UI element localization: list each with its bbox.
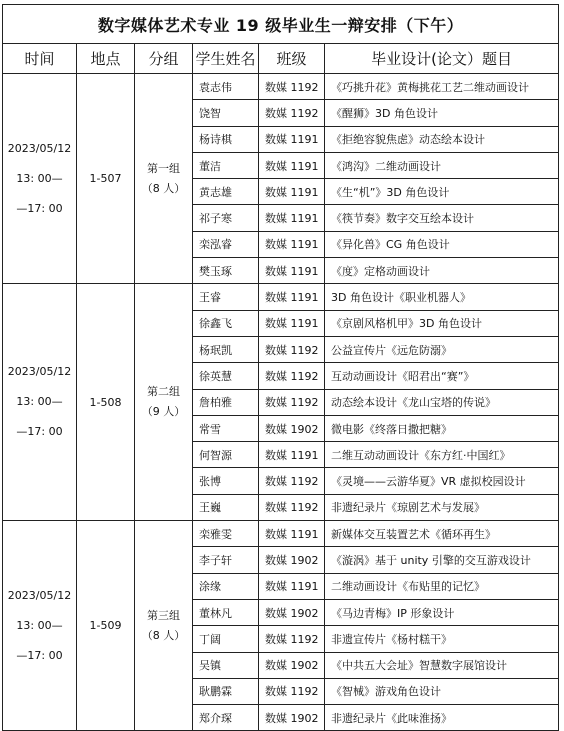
group-count: （8 人） — [141, 181, 186, 195]
place-cell: 1-509 — [77, 521, 135, 731]
table-row — [3, 74, 559, 100]
group-cell — [135, 284, 193, 521]
class-cell: 数媒 1902 — [259, 705, 325, 731]
header-time: 时间 — [3, 44, 77, 74]
time-cell — [3, 521, 77, 731]
time-time-end: —17: 00 — [16, 201, 63, 215]
header-place: 地点 — [77, 44, 135, 74]
topic-cell: 《漩涡》基于 unity 引擎的交互游戏设计 — [325, 547, 559, 573]
group-label: 第一组 — [147, 161, 180, 175]
group-label: 第二组 — [147, 385, 180, 399]
student-name: 董洁 — [193, 152, 259, 178]
class-cell: 数媒 1902 — [259, 652, 325, 678]
student-name: 常雪 — [193, 415, 259, 441]
student-name: 王巍 — [193, 494, 259, 520]
topic-cell: 非遗纪录片《琼剧艺术与发展》 — [325, 494, 559, 520]
time-date: 2023/05/12 — [7, 588, 72, 602]
student-name: 王睿 — [193, 284, 259, 310]
student-name: 何智源 — [193, 442, 259, 468]
topic-cell: 《度》定格动画设计 — [325, 258, 559, 284]
student-name: 张博 — [193, 468, 259, 494]
class-cell: 数媒 1191 — [259, 179, 325, 205]
schedule-body — [3, 74, 559, 731]
student-name: 詹柏雅 — [193, 389, 259, 415]
class-cell: 数媒 1191 — [259, 205, 325, 231]
class-cell: 数媒 1191 — [259, 258, 325, 284]
class-cell: 数媒 1192 — [259, 468, 325, 494]
topic-cell: 动态绘本设计《龙山宝塔的传说》 — [325, 389, 559, 415]
class-cell: 数媒 1191 — [259, 521, 325, 547]
topic-cell: 《智械》游戏角色设计 — [325, 678, 559, 704]
student-name: 徐英慧 — [193, 363, 259, 389]
class-cell: 数媒 1192 — [259, 74, 325, 100]
header-class: 班级 — [259, 44, 325, 74]
class-cell: 数媒 1192 — [259, 626, 325, 652]
student-name: 杨诗棋 — [193, 126, 259, 152]
page-title: 数字媒体艺术专业 19 级毕业生一辩安排（下午） — [3, 5, 559, 44]
time-time-end: —17: 00 — [16, 648, 63, 662]
schedule-sheet — [2, 4, 558, 731]
student-name: 董林凡 — [193, 599, 259, 625]
student-name: 吴镇 — [193, 652, 259, 678]
student-name: 郑介琛 — [193, 705, 259, 731]
time-date: 2023/05/12 — [7, 141, 72, 155]
topic-cell: 《马边青梅》IP 形象设计 — [325, 599, 559, 625]
topic-cell: 新媒体交互装置艺术《循环再生》 — [325, 521, 559, 547]
header-row — [3, 44, 559, 74]
group-cell — [135, 521, 193, 731]
header-student-name: 学生姓名 — [193, 44, 259, 74]
class-cell: 数媒 1192 — [259, 678, 325, 704]
topic-cell: 《生“机”》3D 角色设计 — [325, 179, 559, 205]
student-name: 黄志雄 — [193, 179, 259, 205]
topic-cell: 3D 角色设计《职业机器人》 — [325, 284, 559, 310]
class-cell: 数媒 1902 — [259, 415, 325, 441]
class-cell: 数媒 1192 — [259, 494, 325, 520]
time-cell — [3, 284, 77, 521]
table-row — [3, 284, 559, 310]
time-time-start: 13: 00— — [16, 395, 63, 409]
topic-cell: 《京剧风格机甲》3D 角色设计 — [325, 310, 559, 336]
class-cell: 数媒 1902 — [259, 547, 325, 573]
class-cell: 数媒 1191 — [259, 310, 325, 336]
class-cell: 数媒 1192 — [259, 363, 325, 389]
topic-cell: 《异化兽》CG 角色设计 — [325, 231, 559, 257]
student-name: 袁志伟 — [193, 74, 259, 100]
class-cell: 数媒 1191 — [259, 152, 325, 178]
topic-cell: 《拒绝容貌焦虑》动态绘本设计 — [325, 126, 559, 152]
table-row — [3, 521, 559, 547]
time-time-start: 13: 00— — [16, 618, 63, 632]
class-cell: 数媒 1192 — [259, 336, 325, 362]
class-cell: 数媒 1191 — [259, 573, 325, 599]
topic-cell: 互动动画设计《昭君出“赛”》 — [325, 363, 559, 389]
group-cell — [135, 74, 193, 284]
student-name: 祁子寒 — [193, 205, 259, 231]
topic-cell: 《巧挑升花》黄梅挑花工艺二维动画设计 — [325, 74, 559, 100]
header-group: 分组 — [135, 44, 193, 74]
topic-cell: 微电影《终落日撒把糖》 — [325, 415, 559, 441]
topic-cell: 《筷节奏》数字交互绘本设计 — [325, 205, 559, 231]
class-cell: 数媒 1192 — [259, 389, 325, 415]
time-cell — [3, 74, 77, 284]
topic-cell: 《灵境——云游华夏》VR 虚拟校园设计 — [325, 468, 559, 494]
topic-cell: 非遗纪录片《此味淮扬》 — [325, 705, 559, 731]
place-cell: 1-507 — [77, 74, 135, 284]
student-name: 涂缘 — [193, 573, 259, 599]
student-name: 饶智 — [193, 100, 259, 126]
place-cell: 1-508 — [77, 284, 135, 521]
time-time-end: —17: 00 — [16, 425, 63, 439]
topic-cell: 《鸿沟》二维动画设计 — [325, 152, 559, 178]
group-count: （9 人） — [141, 405, 186, 419]
class-cell: 数媒 1191 — [259, 126, 325, 152]
student-name: 栾泓睿 — [193, 231, 259, 257]
time-date: 2023/05/12 — [7, 365, 72, 379]
class-cell: 数媒 1191 — [259, 231, 325, 257]
group-count: （8 人） — [141, 628, 186, 642]
topic-cell: 非遗宣传片《杨村糕干》 — [325, 626, 559, 652]
class-cell: 数媒 1902 — [259, 599, 325, 625]
student-name: 丁阔 — [193, 626, 259, 652]
student-name: 栾雅雯 — [193, 521, 259, 547]
topic-cell: 《醒狮》3D 角色设计 — [325, 100, 559, 126]
student-name: 徐鑫飞 — [193, 310, 259, 336]
topic-cell: 二维互动动画设计《东方红·中国红》 — [325, 442, 559, 468]
class-cell: 数媒 1192 — [259, 100, 325, 126]
student-name: 杨珉凯 — [193, 336, 259, 362]
time-time-start: 13: 00— — [16, 171, 63, 185]
student-name: 耿鹏霖 — [193, 678, 259, 704]
topic-cell: 公益宣传片《远危防溺》 — [325, 336, 559, 362]
student-name: 李子轩 — [193, 547, 259, 573]
class-cell: 数媒 1191 — [259, 442, 325, 468]
topic-cell: 二维动画设计《布贴里的记忆》 — [325, 573, 559, 599]
header-topic: 毕业设计(论文）题目 — [325, 44, 559, 74]
group-label: 第三组 — [147, 608, 180, 622]
schedule-table — [2, 4, 559, 731]
class-cell: 数媒 1191 — [259, 284, 325, 310]
student-name: 樊玉琢 — [193, 258, 259, 284]
topic-cell: 《中共五大会址》智慧数字展馆设计 — [325, 652, 559, 678]
